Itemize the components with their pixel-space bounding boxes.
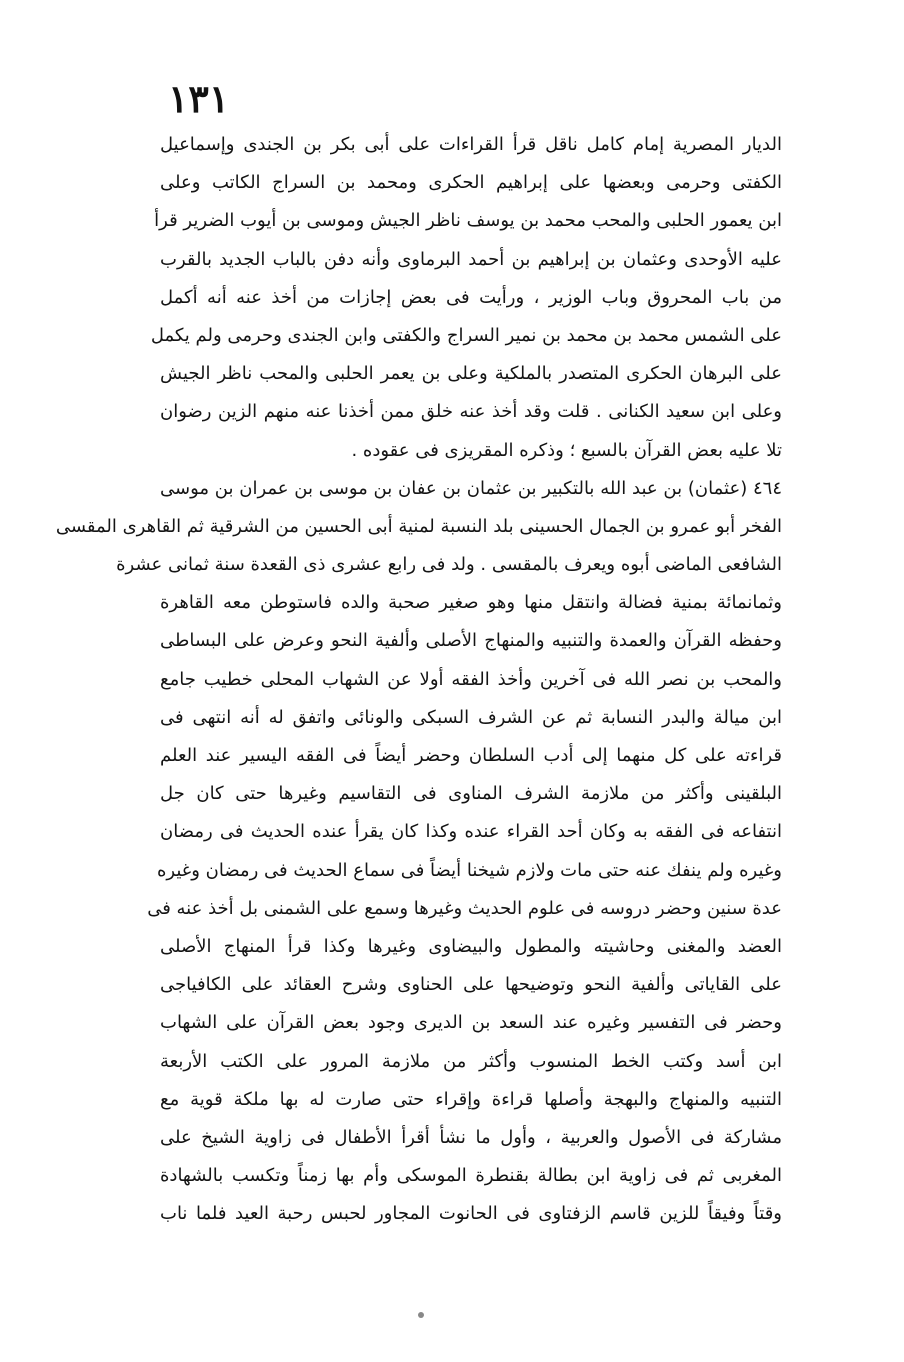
text-line: تلا عليه بعض القرآن بالسبع ؛ وذكره المقريزى فى عقوده . bbox=[351, 439, 782, 461]
text-line: انتفاعه فى الفقه به وكان أحد القراء عنده وكذا كان يقرأ عنده الحديث فى رمضان bbox=[160, 821, 782, 843]
text-line: وحضر فى التفسير وغيره عند السعد بن الديرى وجود بعض القرآن على الشهاب bbox=[160, 1012, 782, 1034]
text-line: على الشمس محمد بن محمد بن نمير السراج والكفتى وابن الجندى وحرمى ولم يكمل bbox=[150, 324, 782, 346]
text-line: العضد والمغنى وحاشيته والمطول والبيضاوى وغيرها وكذا قرأ المنهاج الأصلى bbox=[160, 935, 782, 957]
text-line: الديار المصرية إمام كامل ناقل قرأ القراءات على أبى بكر بن الجندى وإسماعيل bbox=[160, 134, 782, 155]
text-line: الفخر أبو عمرو بن الجمال الحسينى بلد النسبة لمنية أبى الحسين من الشرقية ثم القاهرى المقسى bbox=[55, 515, 782, 537]
text-line: عدة سنين وحضر دروسه فى علوم الحديث وغيرها وسمع على الشمنى بل أخذ عنه فى bbox=[147, 897, 782, 919]
text-line: ابن يعمور الحلبى والمحب محمد بن يوسف ناظر الجيش وموسى بن أيوب الضرير قرأ bbox=[154, 210, 782, 232]
text-line: على البرهان الحكرى المتصدر بالملكية وعلى بن يعمر الحلبى والمحب ناظر الجيش bbox=[160, 363, 782, 385]
text-line: عليه الأوحدى وعثمان بن إبراهيم بن أحمد البرماوى وأنه دفن بالباب الجديد بالقرب bbox=[160, 248, 782, 270]
text-line: والمحب بن نصر الله فى آخرين وأخذ الفقه أولا عن الشهاب المحلى خطيب جامع bbox=[160, 668, 782, 690]
text-line: ابن أسد وكتب الخط المنسوب وأكثر من ملازمة المرور على الكتب الأربعة bbox=[160, 1050, 782, 1072]
text-line: ابن ميالة والبدر النسابة ثم عن الشرف السبكى والونائى واتفق له أنه انتهى فى bbox=[160, 706, 782, 728]
text-line: الكفتى وحرمى وبعضها على إبراهيم الحكرى ومحمد بن السراج الكاتب وعلى bbox=[160, 172, 782, 194]
text-line: من باب المحروق وباب الوزير ، ورأيت فى بعض إجازات من أخذ عنه أنه أكمل bbox=[160, 286, 782, 308]
print-speck bbox=[418, 1312, 424, 1318]
text-line: البلقينى وأكثر من ملازمة الشرف المناوى فى التقاسيم وغيرها حتى كان جل bbox=[160, 783, 782, 805]
body-text bbox=[55, 126, 782, 1233]
text-line: قراءته على كل منهما إلى أدب السلطان وحضر أيضاً فى الفقه اليسير عند العلم bbox=[160, 745, 782, 766]
page-number: ١٣١ bbox=[168, 76, 230, 121]
text-line: وقتاً وفيقاً للزين قاسم الزفتاوى فى الحانوت المجاور لحبس رحبة العيد فلما ناب bbox=[160, 1203, 782, 1225]
text-line: على القاياتى وألفية النحو وتوضيحها على الحناوى وشرح العقائد على الكافياجى bbox=[160, 974, 782, 996]
text-line: وثمانمائة بمنية فضالة وانتقل منها وهو صغير صحبة والده فاستوطن معه القاهرة bbox=[160, 592, 782, 614]
text-line: وغيره ولم ينفك عنه حتى مات ولازم شيخنا أيضاً فى سماع الحديث فى رمضان وغيره bbox=[157, 859, 782, 881]
text-line: وحفظه القرآن والعمدة والتنبيه والمنهاج الأصلى وألفية النحو وعرض على البساطى bbox=[160, 630, 782, 652]
text-line: وعلى ابن سعيد الكنانى . قلت وقد أخذ عنه خلق ممن أخذنا عنه منهم الزين رضوان bbox=[160, 401, 782, 423]
text-line: التنبيه والمنهاج والبهجة وأصلها قراءة وإقراء حتى صارت له بها ملكة قوية مع bbox=[160, 1088, 782, 1110]
text-line: الشافعى الماضى أبوه ويعرف بالمقسى . ولد فى رابع عشرى ذى القعدة سنة ثمانى عشرة bbox=[116, 554, 782, 576]
text-line: مشاركة فى الأصول والعربية ، وأول ما نشأ أقرأ الأطفال فى زاوية الشيخ على bbox=[160, 1126, 782, 1148]
text-line: المغربى ثم فى زاوية ابن بطالة بقنطرة الموسكى وأم بها زمناً وتكسب بالشهادة bbox=[160, 1165, 782, 1187]
entry-heading-line: ٤٦٤ (عثمان) بن عبد الله بالتكبير بن عثمان بن عفان بن موسى بن عمران بن موسى bbox=[160, 477, 782, 499]
